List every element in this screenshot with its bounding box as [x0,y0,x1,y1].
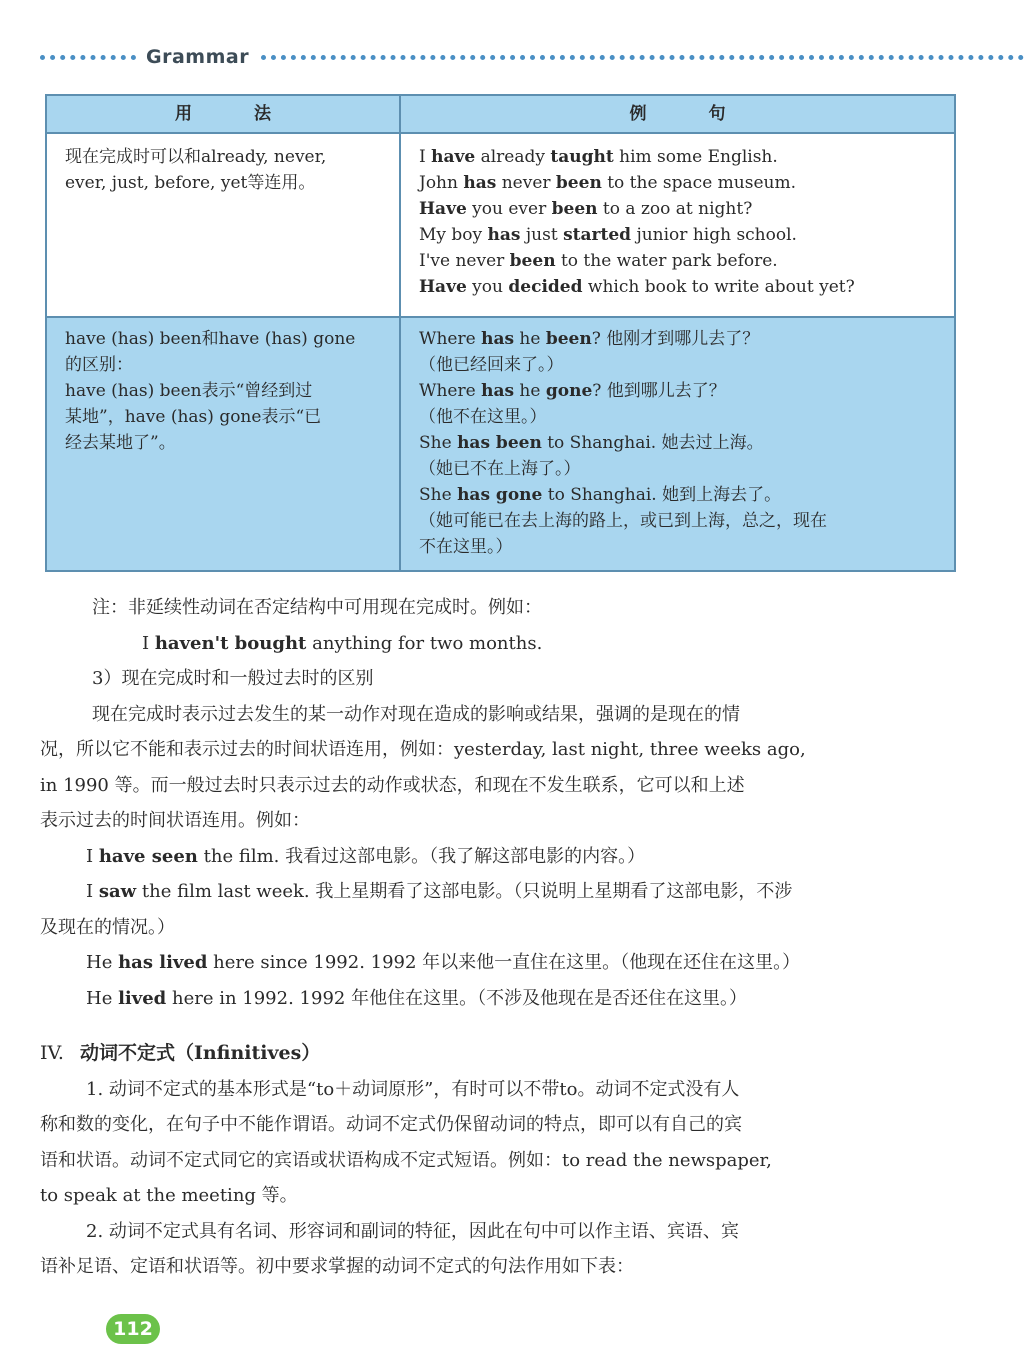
page-number-badge: 112 [106,1314,160,1344]
text-segment: 称和数的变化，在句子中不能作谓语。动词不定式仍保留动词的特点，即可以有自己的宾 [40,1114,742,1135]
bold-segment: been [509,251,556,271]
text-segment: already [475,147,551,167]
text-segment: I [86,845,99,867]
text-segment: 注：非延续性动词在否定结构中可用现在完成时。例如： [92,597,542,618]
example-sentence [419,196,948,222]
text-segment: he [514,381,546,401]
text-segment: here in 1992. 1992 年他住在这里。（不涉及他现在是否还住在这里。） [166,987,748,1009]
page-header [40,44,1024,70]
example-sentence [419,326,948,352]
header-usage: 用 法 [46,95,400,133]
body-text [40,590,954,1285]
example-sentence [419,404,948,430]
text-line [40,590,954,626]
example-sentence [419,534,948,560]
text-segment: 况，所以它不能和表示过去的时间状语连用，例如：yesterday, last night, three weeks ago, [40,739,806,760]
header-examples: 例 句 [400,95,955,133]
example-sentence [419,274,948,300]
bold-segment: has [481,329,515,349]
usage-line: 的区别： [65,355,133,375]
text-segment: 及现在的情况。） [40,916,175,938]
text-line [40,839,954,875]
usage-cell [46,317,400,571]
text-line [40,697,954,733]
example-sentence [419,456,948,482]
text-line [40,732,954,768]
text-segment: Where [419,381,482,401]
text-segment: 1. 动词不定式的基本形式是“to＋动词原形”，有时可以不带to。动词不定式没有人 [86,1078,740,1100]
bold-segment: has gone [457,485,543,505]
text-segment: （他已经回来了。） [419,355,564,375]
table-row [46,133,955,317]
example-sentence [419,222,948,248]
bold-segment: gone [545,381,593,401]
text-line [40,910,954,946]
text-segment: （她已不在上海了。） [419,459,581,479]
text-segment: I [142,632,155,654]
usage-table [45,94,956,572]
examples-cell [400,317,955,571]
text-segment: which book to write about yet? [582,277,855,297]
text-segment: him some English. [613,147,778,167]
usage-line: 某地”，have (has) gone表示“已 [65,407,322,427]
bold-segment: has [481,381,515,401]
text-segment: He [86,952,119,973]
text-line [40,1143,954,1179]
text-line [40,1214,954,1250]
bold-segment: has lived [118,952,208,973]
usage-cell [46,133,400,317]
text-segment: Where [419,329,482,349]
usage-line: have (has) been和have (has) gone [65,329,356,349]
text-segment: I [419,147,432,167]
bold-segment: saw [98,881,137,902]
text-segment: 现在完成时表示过去发生的某一动作对现在造成的影响或结果，强调的是现在的情 [92,703,740,725]
example-sentence [419,508,948,534]
text-segment: you ever [466,199,552,219]
bold-segment: haven't bought [154,632,307,654]
table-row [46,317,955,571]
table-header-row [46,95,955,133]
text-segment: you [466,277,509,297]
text-line [40,768,954,804]
text-line [40,1072,954,1108]
text-segment: John [419,173,464,193]
text-segment: She [419,485,458,505]
header-dots-left [40,55,136,60]
text-segment: （她可能已在去上海的路上，或已到上海，总之，现在 [419,511,827,531]
usage-line: ever, just, before, yet等连用。 [65,173,316,193]
bold-segment: has [463,173,497,193]
text-segment: anything for two months. [306,632,543,654]
text-segment: 2. 动词不定式具有名词、形容词和副词的特征，因此在句中可以作主语、宾语、宾 [86,1220,739,1242]
example-sentence [419,430,948,456]
text-segment: 语补足语、定语和状语等。初中要求掌握的动词不定式的句法作用如下表： [40,1256,634,1277]
text-segment: to Shanghai. 她到上海去了。 [542,485,782,505]
text-line [40,1178,954,1214]
text-line [40,626,954,662]
text-segment: the film. 我看过这部电影。（我了解这部电影的内容。） [197,845,646,867]
usage-line: have (has) been表示“曾经到过 [65,381,313,401]
bold-segment: taught [550,147,614,167]
bold-segment: decided [508,277,583,297]
examples-cell [400,133,955,317]
section-paragraphs [40,1072,954,1285]
bold-segment: been [545,329,592,349]
bold-segment: has been [457,433,542,453]
example-sentence [419,378,948,404]
text-line [40,981,954,1017]
text-segment: the film last week. 我上星期看了这部电影。（只说明上星期看了这部电影，不涉 [136,881,793,902]
text-segment: he [514,329,546,349]
bold-segment: Have [419,199,467,219]
example-sentence [419,482,948,508]
bold-segment: been [551,199,598,219]
text-line [40,1107,954,1143]
example-sentence [419,144,948,170]
text-segment: She [419,433,458,453]
text-line [40,945,954,981]
text-line [40,803,954,839]
text-segment: ? 他刚才到哪儿去了？ [591,329,760,349]
text-segment: I've never [419,251,510,271]
bold-segment: lived [118,987,167,1009]
section-header-title: Grammar [146,46,250,68]
text-segment: to the space museum. [601,173,796,193]
text-segment: 语和状语。动词不定式同它的宾语或状语构成不定式短语。例如：to read the newspaper, [40,1149,772,1171]
bold-segment: has [487,225,521,245]
usage-line: 经去某地了”。 [65,433,176,453]
text-segment: in 1990 等。而一般过去时只表示过去的动作或状态，和现在不发生联系，它可以和上述 [40,774,745,796]
text-segment: never [496,173,556,193]
text-segment: My boy [419,225,488,245]
text-segment: 不在这里。） [419,537,513,557]
text-segment: He [86,987,119,1009]
text-segment: to speak at the meeting 等。 [40,1185,298,1206]
text-segment: just [520,225,564,245]
text-line [40,661,954,697]
example-sentence [419,248,948,274]
text-segment: to a zoo at night? [597,199,753,219]
bold-segment: started [563,225,632,245]
bold-segment: Have [419,277,467,297]
section-number: IV. [40,1042,64,1064]
text-segment: （他不在这里。） [419,407,547,427]
section-title: 动词不定式（Infinitives） [79,1042,321,1064]
text-line [40,1249,954,1285]
text-segment: I [86,881,99,902]
section-heading [40,1036,954,1072]
text-segment: here since 1992. 1992 年以来他一直住在这里。（他现在还住在这里。） [207,952,801,973]
text-segment: junior high school. [631,225,797,245]
text-segment: to Shanghai. 她去过上海。 [541,433,764,453]
header-dots-right [261,55,1024,60]
usage-line: 现在完成时可以和already, never, [65,147,327,167]
text-segment: 3）现在完成时和一般过去时的区别 [92,668,374,689]
bold-segment: have seen [98,845,198,867]
bold-segment: have [431,147,476,167]
bold-segment: been [555,173,602,193]
example-sentence [419,170,948,196]
text-segment: 表示过去的时间状语连用。例如： [40,810,310,831]
text-line [40,874,954,910]
example-sentence [419,352,948,378]
text-segment: to the water park before. [555,251,778,271]
text-segment: ? 他到哪儿去了？ [592,381,726,401]
body-paragraphs [40,590,954,1016]
